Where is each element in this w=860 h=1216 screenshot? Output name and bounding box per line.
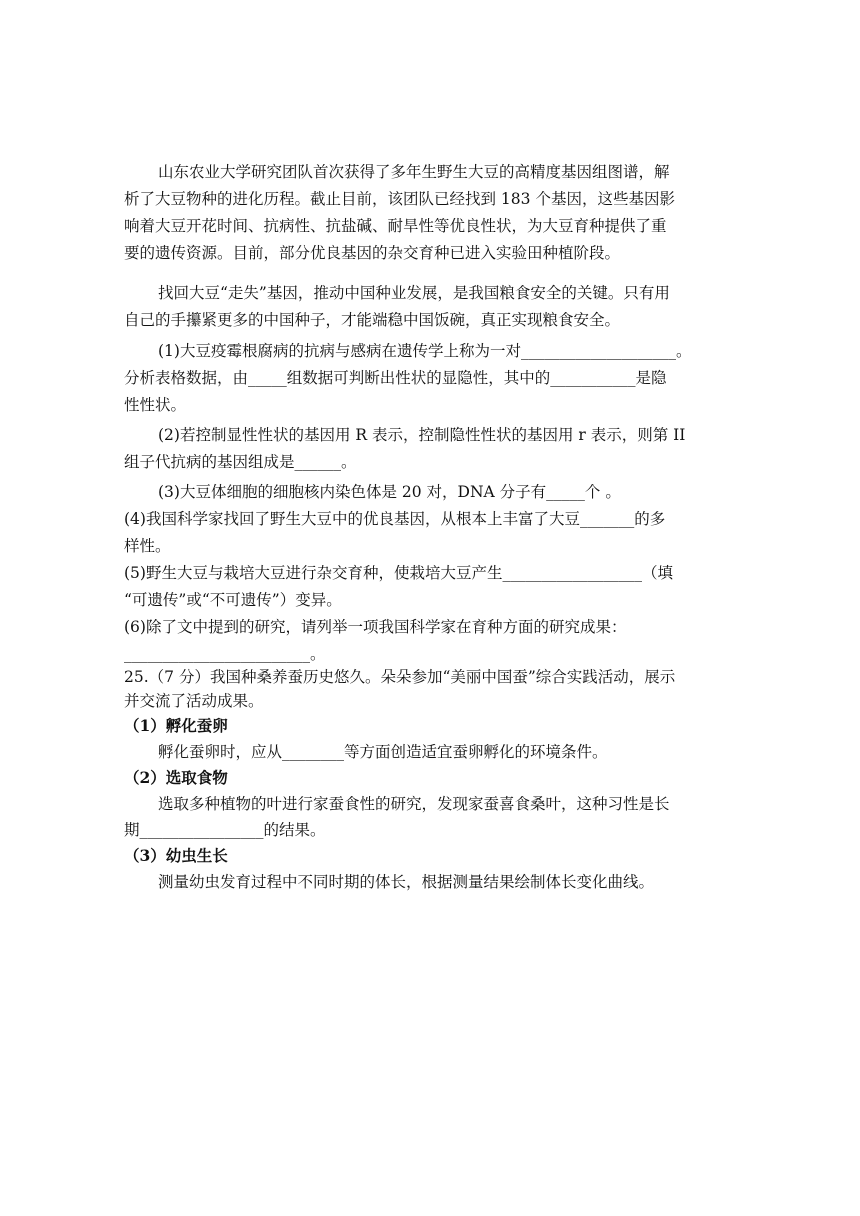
paragraph-line: 找回大豆“走失”基因，推动中国种业发展，是我国粮食安全的关键。只有用 [158,284,670,302]
question-line: 孵化蚕卵时，应从________等方面创造适宜蚕卵孵化的环境条件。 [158,743,608,761]
section-heading: （3）幼虫生长 [124,846,228,865]
question-line: 样性。 [124,537,171,555]
question-line: (1)大豆疫霉根腐病的抗病与感病在遗传学上称为一对____________________。 [158,342,692,360]
paragraph-line: 要的遗传资源。目前，部分优良基因的杂交育种已进入实验田种植阶段。 [124,244,621,262]
paragraph-line: 山东农业大学研究团队首次获得了多年生野生大豆的高精度基因组图谱，解 [158,163,670,181]
paragraph-line: 析了大豆物种的进化历程。截止目前，该团队已经找到 183 个基因，这些基因影 [124,190,675,208]
question-line: 测量幼虫发育过程中不同时期的体长，根据测量结果绘制体长变化曲线。 [158,873,655,891]
answer-blank-line: ________________________。 [124,645,326,663]
question-title: 并交流了活动成果。 [124,692,264,710]
section-heading: （2）选取食物 [124,768,228,787]
question-line: 期________________的结果。 [124,821,326,839]
question-line: 性性状。 [124,396,187,414]
question-line: (6)除了文中提到的研究，请列举一项我国科学家在育种方面的研究成果： [124,618,627,636]
paragraph-line: 自己的手攥紧更多的中国种子，才能端稳中国饭碗，真正实现粮食安全。 [124,311,621,329]
question-title: 25.（7 分）我国种桑养蚕历史悠久。朵朵参加“美丽中国蚕”综合实践活动，展示 [124,668,676,686]
question-line: “可遗传”或“不可遗传”）变异。 [124,591,342,609]
question-line: (5)野生大豆与栽培大豆进行杂交育种，使栽培大豆产生__________________（填 [124,564,673,582]
question-line: (3)大豆体细胞的细胞核内染色体是 20 对，DNA 分子有_____个 。 [158,483,621,501]
question-line: (4)我国科学家找回了野生大豆中的优良基因，从根本上丰富了大豆_______的多 [124,510,666,528]
question-line: 选取多种植物的叶进行家蚕食性的研究，发现家蚕喜食桑叶，这种习性是长 [158,795,670,813]
question-line: 分析表格数据，由_____组数据可判断出性状的显隐性，其中的___________是隐 [124,369,667,387]
question-line: (2)若控制显性性状的基因用 R 表示，控制隐性性状的基因用 r 表示，则第 II [158,426,686,444]
paragraph-line: 响着大豆开花时间、抗病性、抗盐碱、耐旱性等优良性状，为大豆育种提供了重 [124,217,667,235]
question-line: 组子代抗病的基因组成是______。 [124,453,357,471]
section-heading: （1）孵化蚕卵 [124,716,228,735]
